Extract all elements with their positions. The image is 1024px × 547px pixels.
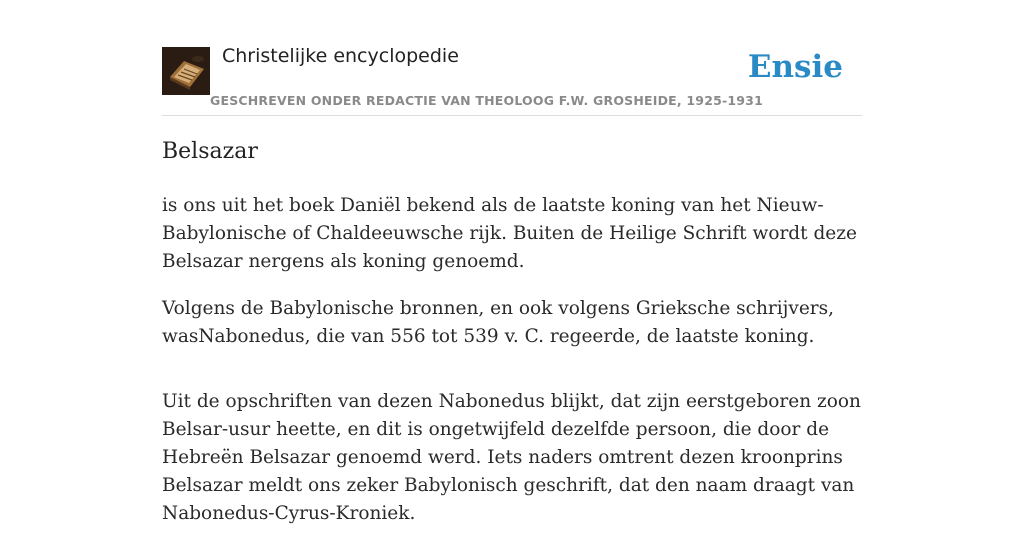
entry-body xyxy=(162,192,862,547)
source-avatar-icon[interactable] xyxy=(162,47,210,95)
source-subtitle: GESCHREVEN ONDER REDACTIE VAN THEOLOOG F.W. GROSHEIDE, 1925-1931 xyxy=(210,93,763,108)
entry-title: Belsazar xyxy=(162,139,258,164)
paragraph: is ons uit het boek Daniël bekend als de laatste koning van het Nieuw-Babylonische of Chaldeeuwsche rijk. Buiten de Heilige Schrift wordt deze Belsazar nergens als koning genoemd. xyxy=(162,195,857,272)
paragraph: Volgens de Babylonische bronnen, en ook volgens Grieksche schrijvers, wasNabonedus, die van 556 tot 539 v. C. regeerde, de laatste koning. xyxy=(162,298,835,347)
source-title[interactable]: Christelijke encyclopedie xyxy=(222,45,459,67)
paragraph: Uit de opschriften van dezen Nabonedus blijkt, dat zijn eerstgeboren zoon Belsar-usur heette, en dit is ongetwijfeld dezelfde persoon, die door de Hebreën Belsazar genoemd werd. Iets naders omtrent dezen kroonprins Belsazar meldt ons zeker Babylonisch geschrift, dat den naam draagt van Nabonedus-Cyrus-Kroniek. xyxy=(162,391,861,524)
header-divider xyxy=(162,115,862,116)
brand-logo[interactable]: Ensie xyxy=(747,49,843,85)
